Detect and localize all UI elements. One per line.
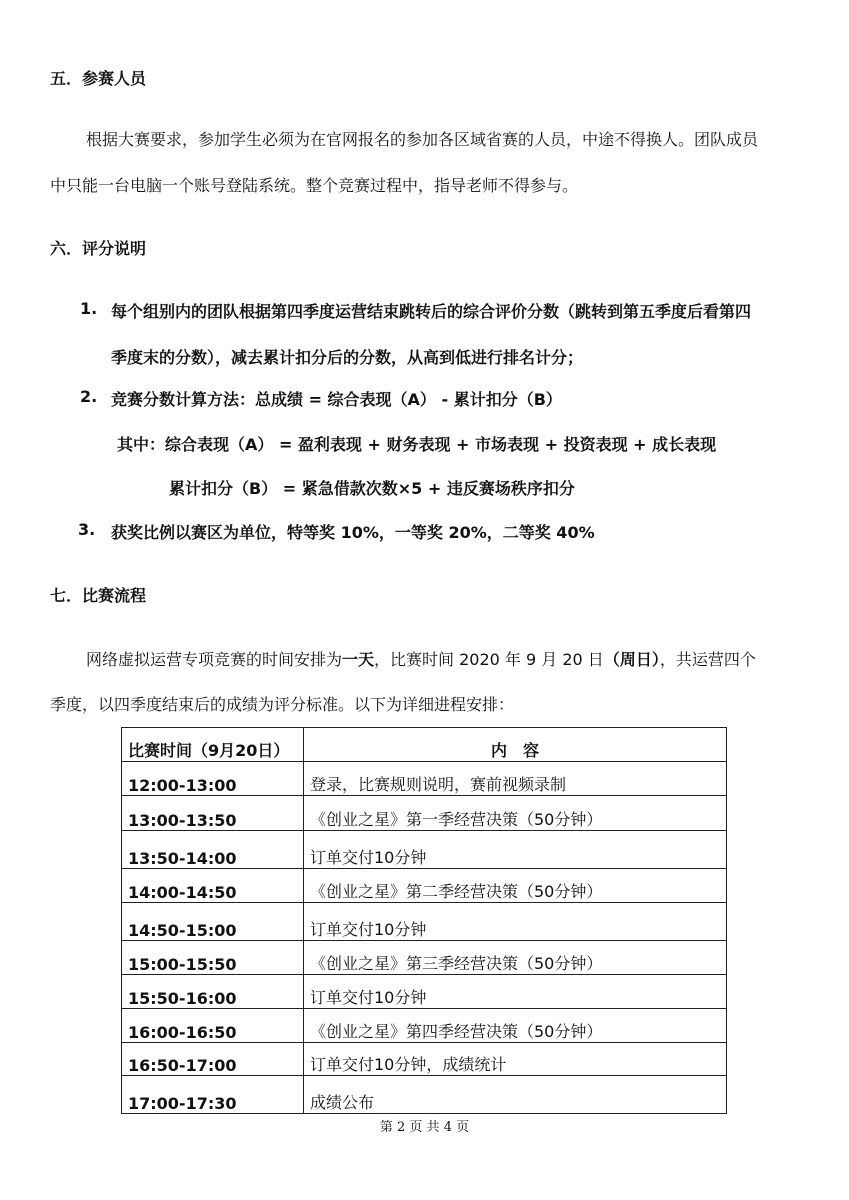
page-number-footer: 第 2 页 共 4 页 <box>379 1120 470 1135</box>
scoring-item-1-line-2: 季度末的分数），减去累计扣分后的分数，从高到低进行排名计分； <box>111 348 584 367</box>
schedule-content-cell: 《创业之星》第四季经营决策（50分钟） <box>304 1009 727 1043</box>
schedule-content-cell: 《创业之星》第二季经营决策（50分钟） <box>304 869 727 903</box>
schedule-time-cell: 12:00-13:00 <box>122 762 304 796</box>
scoring-item-2-sub-2: 累计扣分（B） = 紧急借款次数×5 + 违反赛场秩序扣分 <box>169 479 575 498</box>
flow-text-e: ，共运营四个 <box>659 650 756 669</box>
schedule-content-cell: 订单交付10分钟 <box>304 831 727 869</box>
schedule-time-cell: 16:00-16:50 <box>122 1009 304 1043</box>
schedule-header-time: 比赛时间（9月20日） <box>122 728 304 762</box>
flow-paragraph-line-1 <box>86 647 756 670</box>
schedule-time-cell: 13:50-14:00 <box>122 831 304 869</box>
table-row <box>122 1009 727 1043</box>
section-heading-flow: 七．比赛流程 <box>50 586 147 605</box>
schedule-content-cell: 订单交付10分钟 <box>304 975 727 1009</box>
scoring-item-2-line: 竞赛分数计算方法：总成绩 = 综合表现（A） - 累计扣分（B） <box>111 390 562 409</box>
schedule-content-cell: 《创业之星》第一季经营决策（50分钟） <box>304 796 727 831</box>
scoring-item-2-sub-1: 其中：综合表现（A） = 盈利表现 + 财务表现 + 市场表现 + 投资表现 + 成长表现 <box>117 435 717 454</box>
flow-text-one-day: 一天 <box>342 650 375 669</box>
scoring-item-3-number: 3. <box>78 520 96 539</box>
scoring-item-3-line: 获奖比例以赛区为单位，特等奖 10%，一等奖 20%，二等奖 40% <box>111 523 595 542</box>
scoring-item-2-number: 2. <box>80 387 98 406</box>
flow-paragraph-line-2: 季度，以四季度结束后的成绩为评分标准。以下为详细进程安排： <box>50 695 515 714</box>
table-row <box>122 762 727 796</box>
schedule-content-cell: 成绩公布 <box>304 1076 727 1114</box>
scoring-item-1-number: 1. <box>80 299 98 318</box>
flow-text-a: 网络虚拟运营专项竞赛的时间安排为 <box>86 650 343 669</box>
schedule-header-content: 内 容 <box>304 728 727 762</box>
table-row <box>122 869 727 903</box>
table-row <box>122 975 727 1009</box>
schedule-time-cell: 14:00-14:50 <box>122 869 304 903</box>
scoring-item-1-line-1: 每个组别内的团队根据第四季度运营结束跳转后的综合评价分数（跳转到第五季度后看第四 <box>111 302 752 321</box>
schedule-content-cell: 订单交付10分钟，成绩统计 <box>304 1043 727 1076</box>
table-row <box>122 831 727 869</box>
table-row <box>122 796 727 831</box>
table-row <box>122 903 727 941</box>
section-heading-scoring: 六．评分说明 <box>50 239 147 258</box>
schedule-content-cell: 登录，比赛规则说明，赛前视频录制 <box>304 762 727 796</box>
table-row <box>122 941 727 975</box>
participants-paragraph-line-1: 根据大赛要求，参加学生必须为在官网报名的参加各区域省赛的人员，中途不得换人。团队成员 <box>86 130 759 149</box>
schedule-table <box>121 727 727 1114</box>
schedule-time-cell: 15:00-15:50 <box>122 941 304 975</box>
schedule-time-cell: 15:50-16:00 <box>122 975 304 1009</box>
flow-text-c: ，比赛时间 2020 年 9 月 20 日 <box>374 650 604 669</box>
section-heading-participants: 五．参赛人员 <box>50 69 147 88</box>
schedule-content-cell: 订单交付10分钟 <box>304 903 727 941</box>
table-row <box>122 1043 727 1076</box>
table-row <box>122 1076 727 1114</box>
schedule-table-header-row <box>122 728 727 762</box>
schedule-time-cell: 13:00-13:50 <box>122 796 304 831</box>
schedule-content-cell: 《创业之星》第三季经营决策（50分钟） <box>304 941 727 975</box>
flow-text-sunday: （周日） <box>603 650 660 669</box>
schedule-time-cell: 16:50-17:00 <box>122 1043 304 1076</box>
schedule-time-cell: 14:50-15:00 <box>122 903 304 941</box>
participants-paragraph-line-2: 中只能一台电脑一个账号登陆系统。整个竞赛过程中，指导老师不得参与。 <box>50 176 579 195</box>
schedule-time-cell: 17:00-17:30 <box>122 1076 304 1114</box>
